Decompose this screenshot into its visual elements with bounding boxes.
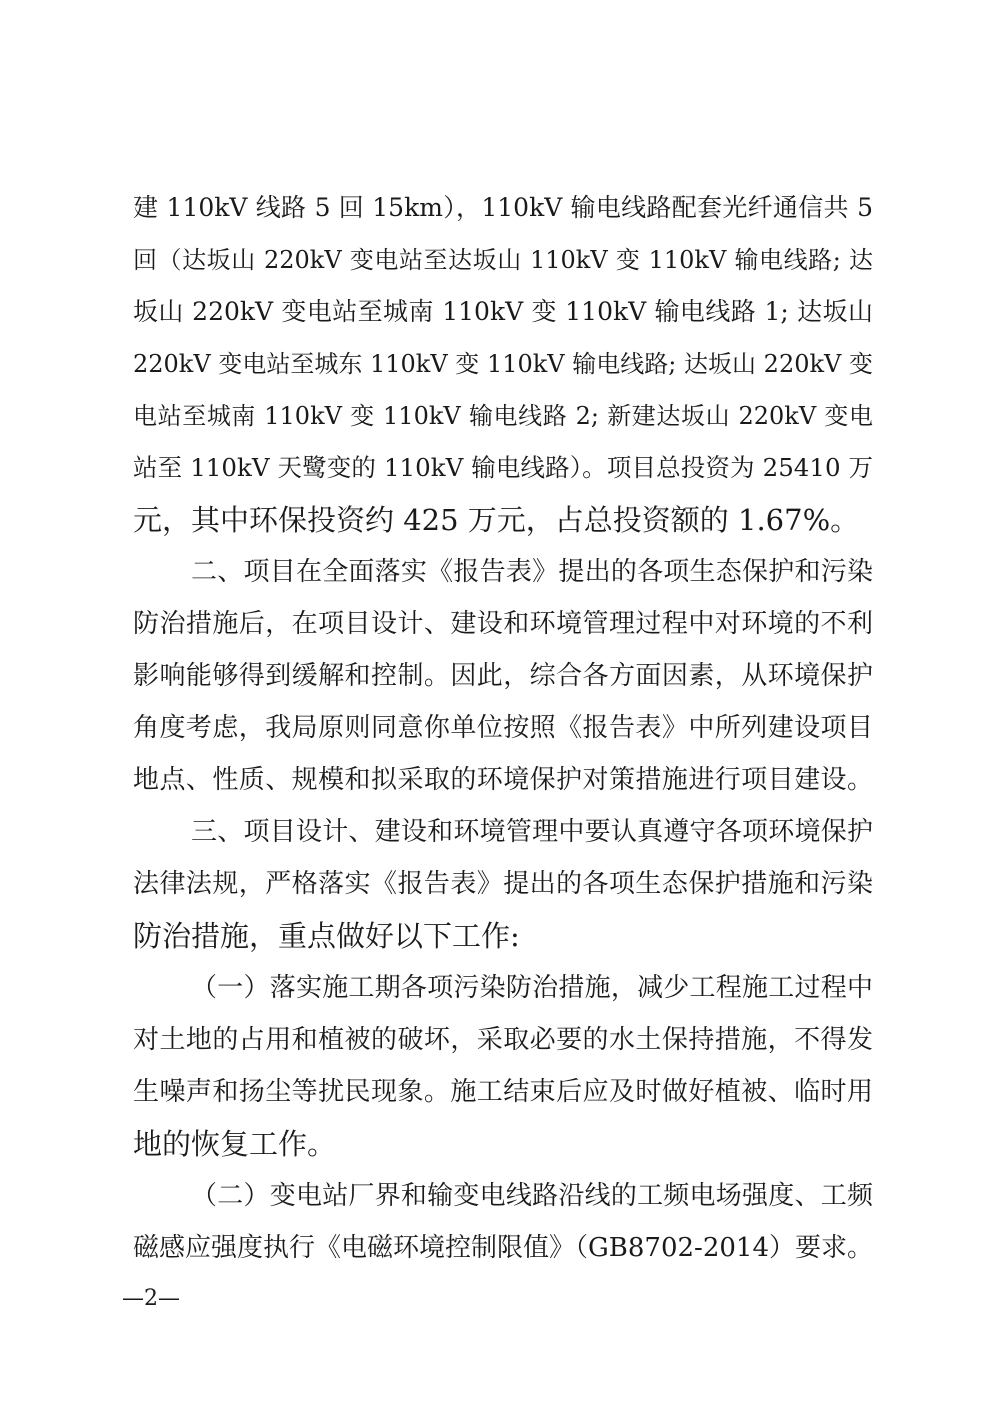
paragraph-line: 电站至城南 110kV 变 110kV 输电线路 2; 新建达坂山 220kV 变电 bbox=[133, 402, 873, 430]
paragraph-line: （二）变电站厂界和输变电线路沿线的工频电场强度、工频 bbox=[191, 1181, 873, 1211]
paragraph-line: 三、项目设计、建设和环境管理中要认真遵守各项环境保护 bbox=[191, 817, 873, 847]
paragraph-line: 磁感应强度执行《电磁环境控制限值》（GB8702-2014）要求。 bbox=[133, 1233, 873, 1263]
paragraph-line: 地的恢复工作。 bbox=[133, 1127, 337, 1161]
paragraph-line: 防治措施后，在项目设计、建设和环境管理过程中对环境的不利 bbox=[133, 609, 873, 639]
paragraph-line: 站至 110kV 天鹭变的 110kV 输电线路）。项目总投资为 25410 万 bbox=[133, 453, 873, 482]
paragraph-line: 地点、性质、规模和拟采取的环境保护对策措施进行项目建设。 bbox=[133, 765, 873, 795]
paragraph-line: 影响能够得到缓解和控制。因此，综合各方面因素，从环境保护 bbox=[133, 661, 873, 691]
paragraph-line: 角度考虑，我局原则同意你单位按照《报告表》中所列建设项目 bbox=[133, 713, 873, 743]
paragraph-line: 坂山 220kV 变电站至城南 110kV 变 110kV 输电线路 1; 达坂山 bbox=[133, 297, 873, 326]
paragraph-line: 防治措施，重点做好以下工作: bbox=[133, 919, 520, 953]
paragraph-line: 回（达坂山 220kV 变电站至达坂山 110kV 变 110kV 输电线路; 达 bbox=[133, 246, 873, 274]
paragraph-line: 二、项目在全面落实《报告表》提出的各项生态保护和污染 bbox=[191, 557, 873, 587]
paragraph-line: 对土地的占用和植被的破坏，采取必要的水土保持措施，不得发 bbox=[133, 1025, 873, 1055]
page-number: —2— bbox=[122, 1286, 180, 1311]
paragraph-line: 220kV 变电站至城东 110kV 变 110kV 输电线路; 达坂山 220kV 变 bbox=[133, 350, 873, 378]
paragraph-line: 元，其中环保投资约 425 万元，占总投资额的 1.67%。 bbox=[133, 503, 860, 537]
paragraph-line: 生噪声和扬尘等扰民现象。施工结束后应及时做好植被、临时用 bbox=[133, 1077, 873, 1107]
paragraph-line: 建 110kV 线路 5 回 15km），110kV 输电线路配套光纤通信共 5 bbox=[133, 193, 873, 222]
paragraph-line: （一）落实施工期各项污染防治措施，减少工程施工过程中 bbox=[191, 973, 873, 1003]
paragraph-line: 法律法规，严格落实《报告表》提出的各项生态保护措施和污染 bbox=[133, 869, 873, 899]
